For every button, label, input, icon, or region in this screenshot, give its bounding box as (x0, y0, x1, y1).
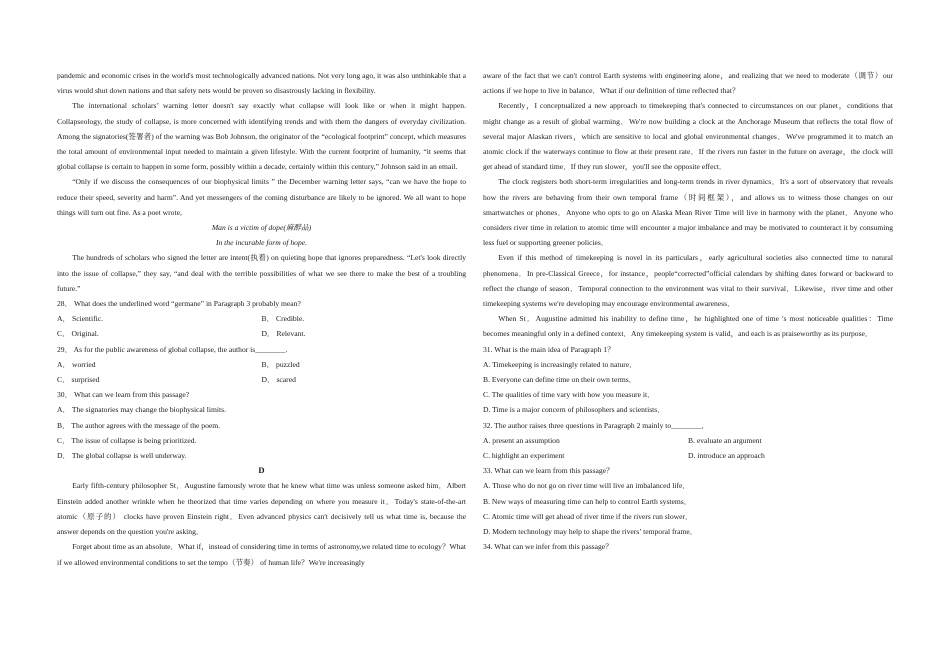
poem-line-1: Man is a victim of dope(麻醉品) (211, 223, 312, 233)
q29-option-c: C． surprised (57, 375, 100, 385)
question-31: 31. What is the main idea of Paragraph 1？ (483, 344, 615, 354)
paragraph-augustine: Early fifth-century philosopher St．Augustine famously wrote that he knew what time was unless someone asked him．Albert Einstein added another wrinkle when he theorized that time varies depending on where you measure it．Today's state-of-the-art atomic（原子的） clocks have proven Einstein right．Even advanced physics can't decisively tell us what time is, because the answer depends on the question you're asking． (57, 481, 466, 537)
question-33: 33. What can we learn from this passage？ (483, 466, 614, 476)
question-32-options-row-1 (483, 433, 893, 448)
paragraph-even-if: Even if this method of timekeeping is novel in its particulars，early agricultural societies also connected time to natural phenomena．In pre-Classical Greece，for instance，people“corrected”official calendars by shifting dates forward or backward to reflect the change of season．Temporal connection to the environment was vital to their survival．Likewise，river time and other timekeeping systems we're developing may encourage environmental awareness． (483, 253, 893, 309)
q28-option-d: D． Relevant. (261, 329, 306, 339)
paragraph-forget-absolute: Forget about time as an absolute．What if，instead of considering time in terms of astronomy,we related time to ecology？What if we allowed environmental conditions to set the tempo（节奏） of human life？We're increasingly (57, 542, 466, 567)
paragraph-recently: Recently，I conceptualized a new approach to timekeeping that's connected to circumstances on our planet，conditions that might change as a result of global warming．We're now building a clock at the Anchorage Museum that reflects the total flow of several major Alaskan rivers，which are sensitive to local and global environmental changes．We've programmed it to match an atomic clock if the waterways continue to flow at their present rate．If the rivers run faster in the future on average，the clock will get ahead of standard time．If they run slower，you'll see the opposite effect． (483, 101, 893, 172)
q30-option-b: B． The author agrees with the message of the poem. (57, 420, 221, 430)
question-28: 28． What does the underlined word “germane” in Paragraph 3 probably mean? (57, 299, 301, 309)
q32-option-c: C. highlight an experiment (483, 451, 565, 461)
q32-option-b: B. evaluate an argument (688, 435, 762, 445)
question-29: 29． As for the public awareness of global collapse, the author is________. (57, 344, 288, 354)
q33-option-a: A. Those who do not go on river time will live an imbalanced life． (483, 481, 690, 491)
q29-option-b: B． puzzled (261, 359, 300, 369)
question-29-options-row-2 (57, 372, 466, 387)
q32-option-a: A. present an assumption (483, 435, 560, 445)
question-32-options-row-2 (483, 448, 893, 463)
q30-option-c: C． The issue of collapse is being prioritized. (57, 435, 197, 445)
q30-option-a: A． The signatories may change the biophysical limits. (57, 405, 226, 415)
paragraph-clock: The clock registers both short-term irregularities and long-term trends in river dynamics．It's a sort of observatory that reveals how the rivers are behaving from their own temporal frame（时间框架），and allows us to witness those changes on our smartwatches or phones．Anyone who opts to go on Alaska Mean River Time will live in harmony with the planet．Anyone who considers river time in relation to atomic time will encounter a major imbalance and may be motivated to counteract it by consuming less fuel or supporting greener policies． (483, 177, 893, 248)
paragraph-continuation: pandemic and economic crises in the world's most technologically advanced nations. Not very long ago, it was also unthinkable that a virus would shut down nations and that safety nets would be proven so disastrously lacking in flexibility. (57, 71, 466, 96)
q33-option-b: B. New ways of measuring time can help to control Earth systems． (483, 496, 692, 506)
q31-option-b: B. Everyone can define time on their own terms． (483, 375, 637, 385)
q30-option-d: D． The global collapse is well underway. (57, 451, 187, 461)
question-28-options-row-2 (57, 326, 466, 341)
q29-option-d: D． scared (261, 375, 296, 385)
q31-option-c: C. The qualities of time vary with how you measure it． (483, 390, 655, 400)
question-28-options-row-1 (57, 311, 466, 326)
q31-option-d: D. Time is a major concern of philosophers and scientists． (483, 405, 665, 415)
paragraph-scholars: The international scholars’ warning letter doesn't say exactly what collapse will look like or when it might happen. Collapseology, the study of collapse, is more concerned with identifying trends and with them the dangers of everyday civilization. Among the signatories(签署者) of the warning was Bob Johnson, the originator of the “ecological footprint” concept, which measures the total amount of environmental input needed to maintain a given lifestyle. With the current footprint of humanity, “it seems that global collapse is certain to happen in some form, possibly within a decade, certainly within this century,” Johnson said in an email. (57, 101, 466, 172)
q33-option-d: D. Modern technology may help to shape the rivers’ temporal frame． (483, 527, 698, 537)
paragraph-when-augustine: When St．Augustine admitted his inability to define time，he highlighted one of time 's most noticeable qualities：Time becomes meaningful only in a defined context．Any timekeeping system is valid，and each is as praiseworthy as its purpose． (483, 314, 893, 339)
q31-option-a: A. Timekeeping is increasingly related to nature． (483, 359, 637, 369)
q29-option-a: A． worried (57, 359, 96, 369)
question-34: 34. What can we infer from this passage？ (483, 542, 613, 552)
right-column (483, 68, 893, 555)
question-30: 30． What can we learn from this passage? (57, 390, 190, 400)
left-column (57, 68, 466, 570)
paragraph-continuation-right: aware of the fact that we can't control Earth systems with engineering alone，and realizing that we need to moderate（调节）our actions if we hope to live in balance．What if our definition of time reflected that？ (483, 71, 893, 96)
q28-option-b: B． Credible. (261, 314, 305, 324)
paragraph-hundreds: The hundreds of scholars who signed the letter are intent(执着) on quieting hope that ignores preparedness. “Let's look directly into the issue of collapse,” they say, “and deal with the terrible possibilities of what we see there to make the best of a troubling future.” (57, 253, 466, 293)
question-29-options-row-1 (57, 357, 466, 372)
question-32: 32. The author raises three questions in Paragraph 2 mainly to________． (483, 420, 710, 430)
q33-option-c: C. Atomic time will get ahead of river time if the rivers run slower． (483, 511, 693, 521)
paragraph-hope: “Only if we discuss the consequences of our biophysical limits ” the December warning letter says, “can we have the hope to reduce their speed, severity and harm”. And yet messengers of the coming disturbance are likely to be ignored. We all want to hope things will turn out fine. As a poet wrote, (57, 177, 466, 217)
q28-option-a: A． Scientific. (57, 314, 103, 324)
q28-option-c: C． Original. (57, 329, 99, 339)
q32-option-d: D. introduce an approach (688, 451, 765, 461)
section-heading-d: D (258, 465, 265, 476)
poem-line-2: In the incurable form of hope. (215, 238, 308, 248)
